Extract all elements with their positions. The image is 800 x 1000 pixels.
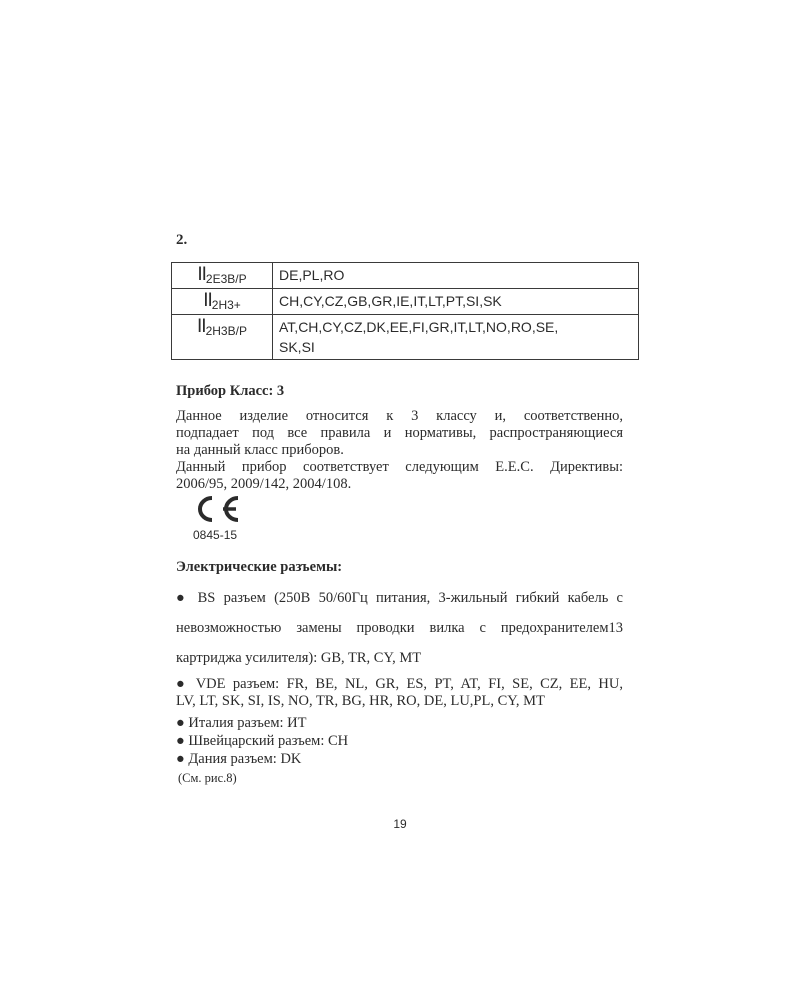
gas-category-cell bbox=[172, 315, 273, 360]
figure-reference: (См. рис.8) bbox=[178, 771, 237, 785]
paragraph-line: Данное изделие относится к 3 классу и, соответственно, bbox=[176, 408, 623, 424]
device-class-paragraph-1 bbox=[176, 408, 623, 459]
countries-cell bbox=[273, 263, 639, 289]
swiss-connector: ● Швейцарский разъем: CH bbox=[176, 733, 349, 749]
category-sub: 2E3B/P bbox=[205, 272, 247, 286]
table-row bbox=[172, 263, 639, 289]
countries-text: CH,CY,CZ,GB,GR,IE,IT,LT,PT,SI,SK bbox=[279, 293, 502, 309]
device-class-heading: Прибор Класс: 3 bbox=[176, 383, 285, 399]
paragraph-line: невозможностью замены проводки вилка с предохранителем13 bbox=[176, 620, 623, 636]
table-row bbox=[172, 289, 639, 315]
page-number: 19 bbox=[393, 817, 407, 831]
paragraph-line: подпадает под все правила и нормативы, распространяющиеся bbox=[176, 425, 623, 441]
category-main: II bbox=[203, 290, 212, 311]
countries-text: AT,CH,CY,CZ,DK,EE,FI,GR,IT,LT,NO,RO,SE, bbox=[279, 319, 559, 335]
vde-connector-paragraph bbox=[176, 676, 623, 710]
paragraph-line: LV, LT, SK, SI, IS, NO, TR, BG, HR, RO, DE, LU,PL, CY, MT bbox=[176, 693, 545, 709]
countries-text: DE,PL,RO bbox=[279, 267, 345, 283]
certification-number: 0845-15 bbox=[193, 528, 238, 542]
countries-cell bbox=[273, 289, 639, 315]
paragraph-line: Данный прибор соответствует следующим E.E.C. Директивы: bbox=[176, 459, 623, 475]
gas-category-table bbox=[171, 262, 639, 360]
category-main: II bbox=[197, 316, 206, 337]
section-number: 2. bbox=[176, 232, 188, 248]
denmark-connector: ● Дания разъем: DK bbox=[176, 751, 302, 767]
category-sub: 2H3+ bbox=[211, 298, 241, 312]
gas-category-cell bbox=[172, 263, 273, 289]
bs-connector-line-1 bbox=[176, 590, 623, 607]
italy-connector: ● Италия разъем: ИТ bbox=[176, 715, 307, 731]
paragraph-line: 2006/95, 2009/142, 2004/108. bbox=[176, 476, 352, 492]
category-sub: 2H3B/P bbox=[205, 324, 247, 338]
bs-connector-line-2 bbox=[176, 620, 623, 637]
paragraph-line: на данный класс приборов. bbox=[176, 442, 344, 458]
device-class-paragraph-2 bbox=[176, 459, 623, 493]
connectors-heading: Электрические разъемы: bbox=[176, 559, 343, 575]
gas-category-cell bbox=[172, 289, 273, 315]
countries-cell bbox=[273, 315, 639, 360]
paragraph-line: ● BS разъем (250В 50/60Гц питания, 3-жильный гибкий кабель с bbox=[176, 590, 623, 606]
bs-connector-line-3: картриджа усилителя): GB, TR, CY, MT bbox=[176, 650, 422, 666]
category-main: II bbox=[197, 264, 206, 285]
ce-mark-icon bbox=[190, 494, 242, 524]
paragraph-line: ● VDE разъем: FR, BE, NL, GR, ES, PT, AT, FI, SE, CZ, EE, HU, bbox=[176, 676, 623, 692]
countries-text-cont: SK,SI bbox=[279, 339, 315, 355]
table-row bbox=[172, 315, 639, 360]
